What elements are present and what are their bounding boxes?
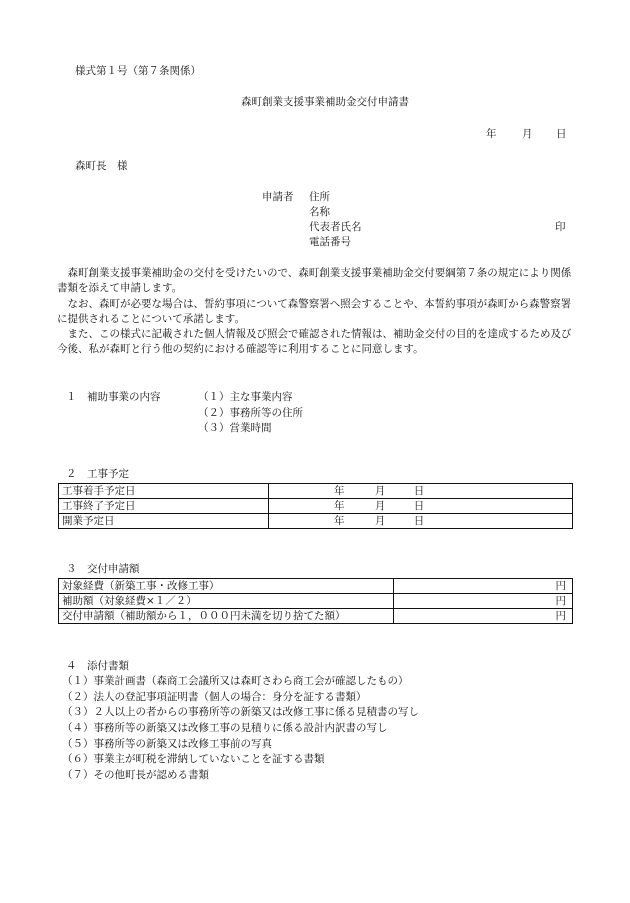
date-cell: 年 月 日 bbox=[269, 514, 573, 529]
list-item: （２）法人の登記事項証明書（個人の場合：身分を証する書類） bbox=[62, 690, 367, 703]
table-row bbox=[59, 484, 573, 499]
addressee: 森町長 様 bbox=[75, 160, 128, 172]
body-paragraph: また、この様式に記載された個人情報及び照会で確認された情報は、補助金交付の目的を達成するため及び今後、私が森町と行う他の契約における確認等に利用することに同意します。 bbox=[57, 328, 572, 356]
amount-cell: 円 bbox=[394, 609, 573, 624]
row-label: 補助額（対象経費×１／２） bbox=[59, 594, 394, 609]
date-month: 月 bbox=[522, 128, 533, 140]
table-row bbox=[59, 594, 573, 609]
section4-heading: ４ 添付書類 bbox=[66, 660, 129, 672]
amount-cell: 円 bbox=[394, 579, 573, 594]
applicant-representative: 代表者氏名 bbox=[309, 221, 362, 233]
section2-heading: ２ 工事予定 bbox=[66, 468, 129, 480]
section1-heading: １ 補助事業の内容 bbox=[66, 391, 161, 403]
table-row bbox=[59, 514, 573, 529]
section1-item: （２）事務所等の住所 bbox=[198, 406, 303, 419]
section1-item: （１）主な事業内容 bbox=[198, 391, 293, 403]
list-item: （５）事務所等の新築又は改修工事前の写真 bbox=[62, 737, 272, 750]
table-row bbox=[59, 609, 573, 624]
table-row bbox=[59, 579, 573, 594]
applicant-label: 申請者 bbox=[262, 191, 294, 203]
body-paragraph: 森町創業支援事業補助金の交付を受けたいので、森町創業支援事業補助金交付要綱第７条の規定により関係書類を添えて申請します。 bbox=[57, 267, 572, 295]
body-text bbox=[57, 266, 577, 358]
date-day: 日 bbox=[556, 128, 567, 140]
row-label: 開業予定日 bbox=[59, 514, 269, 529]
row-label: 交付申請額（補助額から１，０００円未満を切り捨てた額） bbox=[59, 609, 394, 624]
section1-items bbox=[198, 392, 303, 439]
applicant-name: 名称 bbox=[309, 206, 330, 218]
row-label: 対象経費（新築工事・改修工事） bbox=[59, 579, 394, 594]
amount-cell: 円 bbox=[394, 594, 573, 609]
applicant-address: 住所 bbox=[309, 191, 330, 203]
list-item: （１）事業計画書（森商工会議所又は森町さわら商工会が確認したもの） bbox=[62, 675, 409, 687]
applicant-phone: 電話番号 bbox=[309, 236, 351, 248]
grant-amount-table bbox=[58, 578, 573, 624]
table-row bbox=[59, 499, 573, 514]
attachments-list bbox=[62, 676, 419, 786]
body-paragraph: なお、森町が必要な場合は、誓約事項について森警察署へ照会することや、本誓約事項が森町から森警察署に提供されることについて承諾します。 bbox=[57, 297, 572, 325]
section3-heading: ３ 交付申請額 bbox=[66, 563, 140, 575]
date-cell: 年 月 日 bbox=[269, 499, 573, 514]
date-cell: 年 月 日 bbox=[269, 484, 573, 499]
row-label: 工事着手予定日 bbox=[59, 484, 269, 499]
document-title: 森町創業支援事業補助金交付申請書 bbox=[241, 96, 409, 108]
form-number: 様式第１号（第７条関係） bbox=[75, 65, 201, 77]
section1-item: （３）営業時間 bbox=[198, 422, 272, 435]
list-item: （４）事務所等の新築又は改修工事の見積りに係る設計内訳書の写し bbox=[62, 722, 388, 735]
list-item: （３）２人以上の者からの事務所等の新築又は改修工事に係る見積書の写し bbox=[62, 706, 419, 719]
row-label: 工事終了予定日 bbox=[59, 499, 269, 514]
list-item: （６）事業主が町税を滞納していないことを証する書類 bbox=[62, 753, 325, 766]
list-item: （７）その他町長が認める書類 bbox=[62, 769, 209, 782]
construction-schedule-table bbox=[58, 483, 573, 529]
seal-mark: 印 bbox=[555, 221, 566, 233]
date-year: 年 bbox=[486, 128, 497, 140]
